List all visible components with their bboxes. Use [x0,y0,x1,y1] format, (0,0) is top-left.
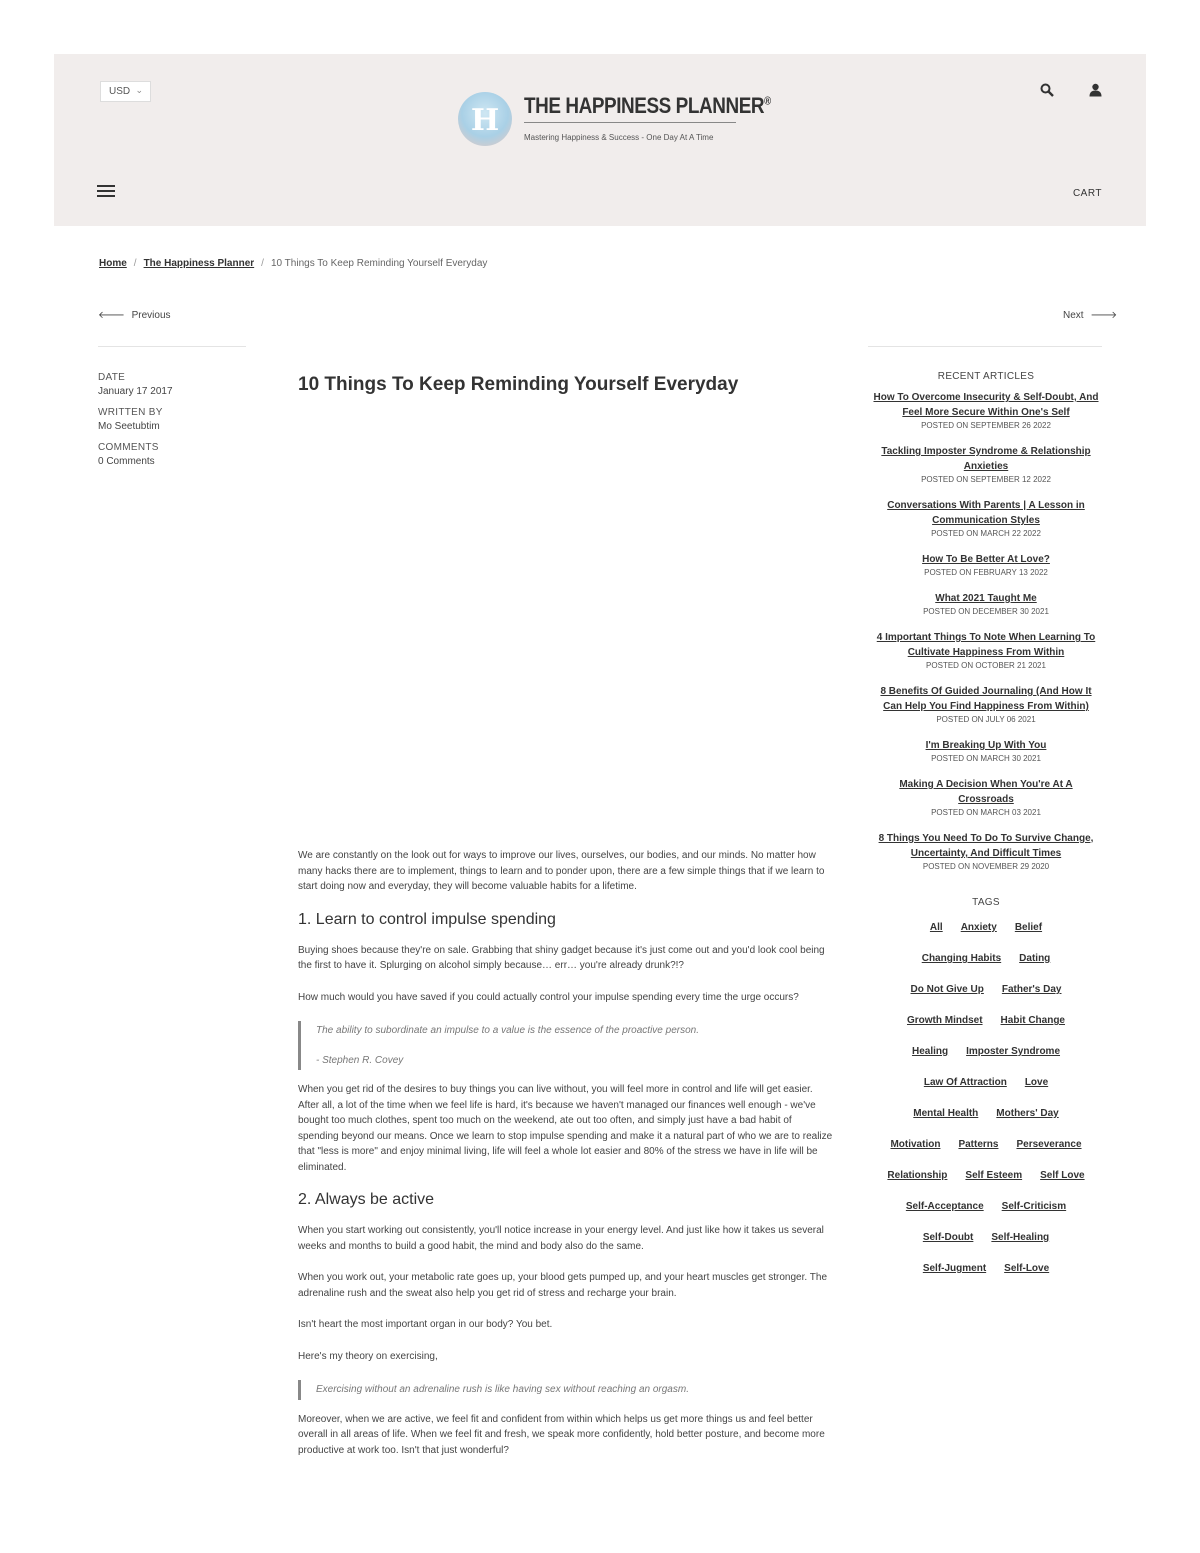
recent-article-link[interactable]: Tackling Imposter Syndrome & Relationship Anxieties [881,446,1091,472]
comments-value[interactable]: 0 Comments [98,456,155,467]
currency-value: USD [109,86,131,97]
recent-article-link[interactable]: I'm Breaking Up With You [925,740,1047,751]
article-title: 10 Things To Keep Reminding Yourself Everyday [298,374,739,395]
logo-mark-icon: H [458,92,512,146]
tag-row [871,1042,1101,1073]
recent-article-item [871,552,1101,577]
recent-article-item [871,591,1101,616]
tag-link[interactable]: Growth Mindset [906,1015,983,1026]
paragraph: Moreover, when we are active, we feel fit and confident from within which helps us get more things us and feel better overall in all areas of life. When we feel fit and fresh, we speak more confidently, hold better posture, and become more productive at work too. Isn't that just wonderful? [298,1413,825,1456]
next-link[interactable]: Next 🡒 [1063,310,1118,321]
recent-article-date: POSTED ON SEPTEMBER 12 2022 [921,475,1051,484]
recent-article-link[interactable]: Making A Decision When You're At A Crossroads [899,779,1073,805]
blockquote [298,1021,834,1070]
recent-article-item [871,684,1101,724]
recent-article-item [871,831,1101,871]
recent-article-link[interactable]: 4 Important Things To Note When Learning To Cultivate Happiness From Within [876,632,1096,658]
tag-row [871,1011,1101,1042]
tag-link[interactable]: Self-Acceptance [905,1201,984,1212]
brand-tagline: Mastering Happiness & Success - One Day At A Time [524,133,714,142]
tag-link[interactable]: Dating [1019,953,1051,964]
tag-row [871,1073,1101,1104]
article-intro: We are constantly on the look out for ways to improve our lives, ourselves, our bodies, and our minds. No matter how many hacks there are to implement, things to learn and to ponder upon, there are a few simple things that if we learn to start doing now and everyday, they will become valuable habits for a lifetime. [298,850,825,892]
tag-link[interactable]: Self-Jugment [922,1263,987,1274]
recent-article-item [871,738,1101,763]
previous-link[interactable]: 🡐 Previous [98,310,171,321]
tag-link[interactable]: Self-Criticism [1001,1201,1067,1212]
breadcrumb-current: 10 Things To Keep Reminding Yourself Everyday [270,258,488,269]
paragraph: Isn't heart the most important organ in our body? You bet. [298,1319,553,1330]
section-heading-2: 2. Always be active [298,1191,435,1208]
recent-article-item [871,498,1101,538]
paragraph: When you get rid of the desires to buy things you can live without, you will feel more in control and life will get easier. After all, a lot of the time when we feel life is hard, it's because we haven't managed our finances well enough - we've bought too much clothes, spent too much on the weekend, ate out too often, and simply just have a bad habit of spending beyond our means. Once we learn to stop impulse spending and make it a natural part of who we are to realize that "less is more" and enjoy minimal living, life will feel a whole lot easier and 80% of the stress we have in life will be eliminated. [298,1084,833,1173]
breadcrumb-section[interactable]: The Happiness Planner [143,258,255,269]
recent-article-item [871,630,1101,670]
tag-link[interactable]: Father's Day [1001,984,1062,995]
breadcrumb: Home / The Happiness Planner / 10 Things To Keep Reminding Yourself Everyday [99,258,488,269]
tag-link[interactable]: Do Not Give Up [910,984,984,995]
tag-row [871,1228,1101,1259]
tag-link[interactable]: Changing Habits [921,953,1002,964]
tag-row [871,949,1101,980]
tag-link[interactable]: Self Esteem [965,1170,1023,1181]
quote-text: The ability to subordinate an impulse to a value is the essence of the proactive person. [316,1025,700,1036]
article-image-placeholder [298,396,834,848]
chevron-down-icon: ⌄ [135,85,143,95]
tag-link[interactable]: Relationship [887,1170,948,1181]
tag-link[interactable]: Perseverance [1016,1139,1082,1150]
tag-row [871,1197,1101,1228]
date-label: DATE [98,372,126,383]
currency-selector[interactable] [100,81,151,102]
recent-article-link[interactable]: 8 Benefits Of Guided Journaling (And How It Can Help You Find Happiness From Within) [880,686,1092,712]
tag-link[interactable]: Imposter Syndrome [966,1046,1061,1057]
date-value: January 17 2017 [98,386,173,397]
tag-link[interactable]: Self Love [1040,1170,1085,1181]
section-heading-1: 1. Learn to control impulse spending [298,910,556,928]
hamburger-icon[interactable] [97,185,115,199]
comments-label: COMMENTS [98,442,159,453]
tag-link[interactable]: Self-Healing [991,1232,1050,1243]
recent-article-link[interactable]: Conversations With Parents | A Lesson in Communication Styles [887,500,1085,526]
tag-link[interactable]: Self-Doubt [922,1232,974,1243]
article-meta [98,372,238,477]
paragraph: Here's my theory on exercising, [298,1350,438,1362]
paragraph: When you work out, your metabolic rate goes up, your blood gets pumped up, and your heart muscles get stronger. The adrenaline rush and the sweat also help you get rid of stress and recharge your brain. [298,1272,828,1299]
tag-row [871,1166,1101,1197]
recent-article-item [871,777,1101,817]
tags-heading: TAGS [972,897,1000,908]
tag-row [871,918,1101,949]
tag-list [871,918,1101,1290]
blockquote [298,1380,834,1400]
recent-article-link[interactable]: 8 Things You Need To Do To Survive Change, Uncertainty, And Difficult Times [878,833,1094,859]
search-icon[interactable] [1040,83,1054,100]
recent-article-link[interactable]: How To Overcome Insecurity & Self-Doubt, And Feel More Secure Within One's Self [873,392,1099,418]
tag-row [871,980,1101,1011]
quote-author: - Stephen R. Covey [316,1054,404,1066]
recent-articles-list [871,390,1101,871]
divider-left [98,346,246,347]
brand-title: THE HAPPINESS PLANNER® [524,93,771,118]
recent-article-date: POSTED ON SEPTEMBER 26 2022 [921,421,1051,430]
tag-link[interactable]: Mental Health [913,1108,979,1119]
tag-row [871,1135,1101,1166]
site-header [54,54,1146,226]
arrow-right-icon: 🡒 [1090,310,1118,321]
author-label: WRITTEN BY [98,407,163,418]
breadcrumb-home[interactable]: Home [99,258,127,269]
sidebar [871,371,1101,1290]
tag-link[interactable]: Anxiety [960,922,997,933]
paragraph: When you start working out consistently, you'll notice increase in your energy level. And just like how it takes us several weeks and months to build a good habit, the mind and body also do the same. [298,1225,824,1252]
user-icon[interactable] [1089,83,1102,100]
author-value: Mo Seetubtim [98,421,160,432]
divider-right [868,346,1102,347]
cart-link[interactable]: CART [1072,188,1102,199]
tag-link[interactable]: Law Of Attraction [923,1077,1007,1088]
recent-article-date: POSTED ON FEBRUARY 13 2022 [924,568,1048,577]
brand-logo[interactable] [458,88,771,148]
quote-text: Exercising without an adrenaline rush is like having sex without reaching an orgasm. [316,1384,689,1395]
recent-article-item [871,390,1101,430]
tag-link[interactable]: Mothers' Day [996,1108,1059,1119]
paragraph: Buying shoes because they're on sale. Grabbing that shiny gadget because it's just come out and you'd look cool being the first to have it. Splurging on alcohol simply because… err… you're already drunk?!? [298,944,825,971]
recent-article-date: POSTED ON OCTOBER 21 2021 [926,661,1046,670]
tag-link[interactable]: Patterns [958,1139,999,1150]
logo-divider [524,122,736,123]
tag-row [871,1259,1101,1290]
tag-link[interactable]: Love [1024,1077,1049,1088]
tag-link[interactable]: Belief [1014,922,1043,933]
recent-article-date: POSTED ON DECEMBER 30 2021 [923,607,1049,616]
tag-link[interactable]: Motivation [890,1139,941,1150]
recent-article-date: POSTED ON NOVEMBER 29 2020 [922,862,1050,871]
paragraph: How much would you have saved if you could actually control your impulse spending every time the urge occurs? [298,991,799,1003]
recent-article-date: POSTED ON MARCH 22 2022 [931,529,1041,538]
recent-articles-heading: RECENT ARTICLES [937,371,1035,382]
article-body [298,374,834,1474]
tag-link[interactable]: All [929,922,943,933]
recent-article-date: POSTED ON MARCH 03 2021 [931,808,1041,817]
tag-link[interactable]: Self-Love [1004,1263,1050,1274]
recent-article-link[interactable]: How To Be Better At Love? [922,554,1050,565]
recent-article-link[interactable]: What 2021 Taught Me [935,593,1037,604]
tag-row [871,1104,1101,1135]
recent-article-date: POSTED ON MARCH 30 2021 [931,754,1041,763]
arrow-left-icon: 🡐 [98,310,125,321]
tag-link[interactable]: Healing [911,1046,949,1057]
tag-link[interactable]: Habit Change [1000,1015,1065,1026]
recent-article-date: POSTED ON JULY 06 2021 [936,715,1036,724]
recent-article-item [871,444,1101,484]
